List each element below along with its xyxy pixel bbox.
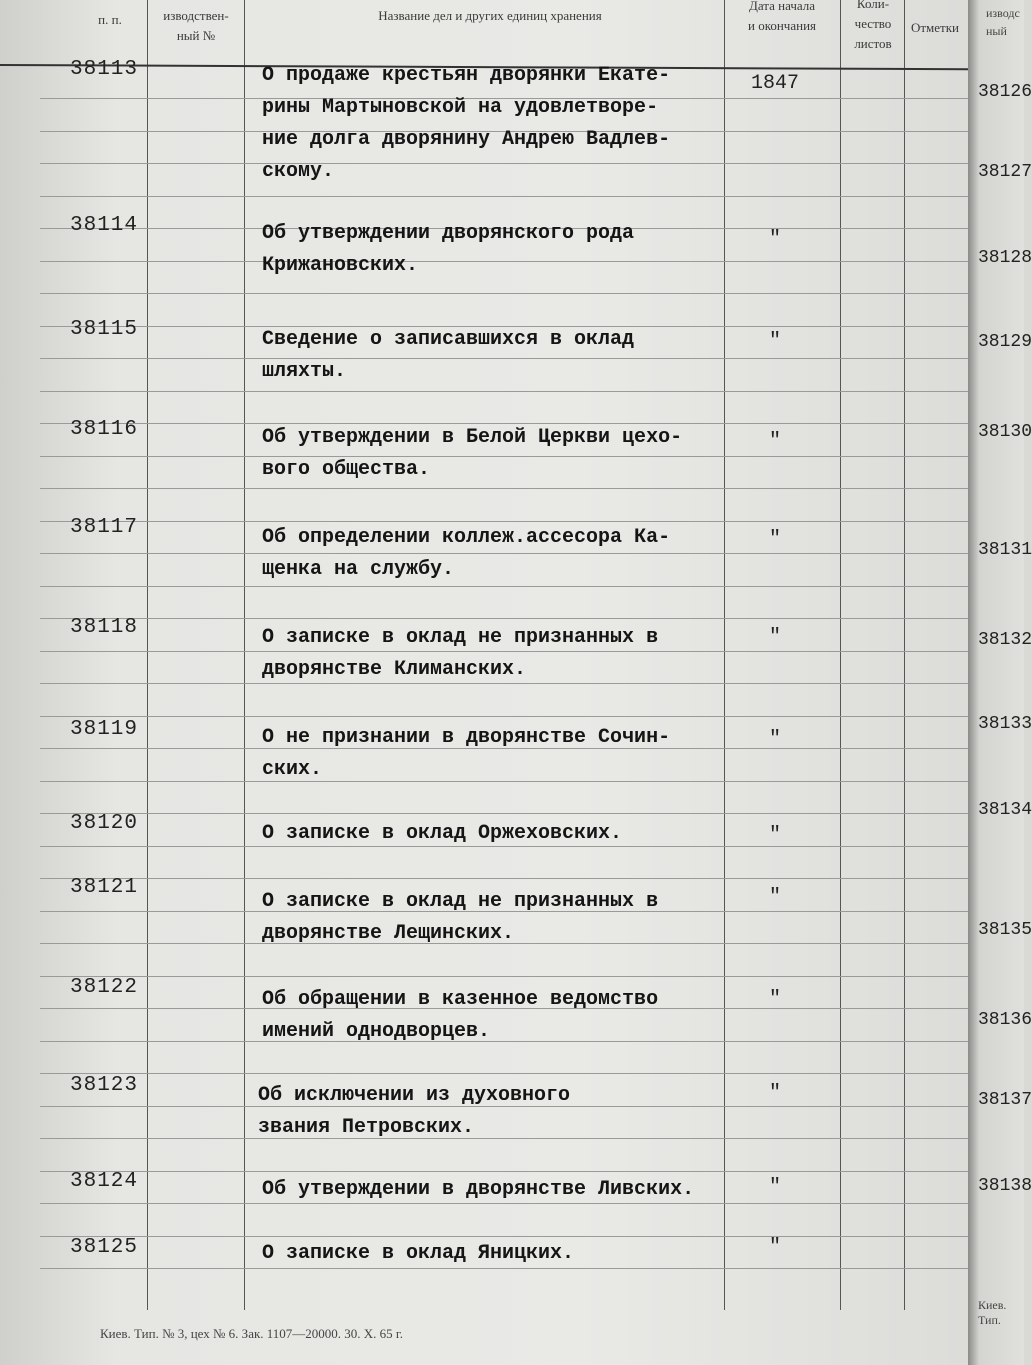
- list-item: [0, 58, 968, 183]
- adjacent-page: [968, 0, 1032, 1365]
- item-title: О записке в оклад Оржеховских.: [262, 822, 623, 845]
- item-date: ": [768, 228, 781, 251]
- item-number: 38119: [70, 718, 139, 741]
- item-date: ": [768, 1236, 781, 1259]
- item-number: 38120: [70, 812, 139, 835]
- adjacent-item-number: 38136: [978, 1010, 1032, 1030]
- item-number: 38123: [70, 1074, 139, 1097]
- header-col-number: п. п.: [98, 12, 122, 27]
- item-title: Об исключении из духовного звания Петровских.: [258, 1084, 571, 1139]
- item-number: 38121: [70, 876, 139, 899]
- list-item: [0, 1236, 968, 1336]
- adjacent-item-number: 38130: [978, 422, 1032, 442]
- header-col-date: Дата начала и окончания: [747, 0, 817, 33]
- header-col-notes: Отметки: [910, 20, 960, 35]
- item-number: 38124: [70, 1170, 139, 1193]
- item-number: 38125: [70, 1236, 139, 1259]
- item-number: 38113: [70, 58, 139, 81]
- adjacent-item-number: 38128: [978, 248, 1032, 268]
- adjacent-item-number: 38127: [978, 162, 1032, 182]
- item-title: О записке в оклад не признанных в дворянстве Климанских.: [262, 626, 659, 681]
- adjacent-item-number: 38129: [978, 332, 1032, 352]
- item-date: ": [768, 626, 781, 649]
- ledger-line: [40, 716, 968, 717]
- item-date: ": [768, 430, 781, 453]
- adjacent-item-number: 38134: [978, 800, 1032, 820]
- list-item: [0, 418, 968, 518]
- item-title: О продаже крестьян дворянки Екате- рины Мартыновской на удовлетворе- ние долга дворянину Андрею Вадлев- скому.: [262, 64, 671, 183]
- item-number: 38115: [70, 318, 139, 341]
- adjacent-item-number: 38126: [978, 82, 1032, 102]
- item-title: Сведение о записавшихся в оклад шляхты.: [262, 328, 635, 383]
- list-item: [0, 718, 968, 818]
- list-item: [0, 616, 968, 716]
- adjacent-page-imprint: Киев. Тип.: [978, 1298, 1007, 1327]
- item-date: ": [768, 1082, 781, 1105]
- item-date: ": [768, 528, 781, 551]
- print-imprint: Киев. Тип. № 3, цех № 6. Зак. 1107—20000. 30. X. 65 г.: [100, 1326, 404, 1341]
- adjacent-item-number: 38138: [978, 1176, 1032, 1196]
- item-date: ": [768, 330, 781, 353]
- adjacent-item-number: 38132: [978, 630, 1032, 650]
- adjacent-item-number: 38131: [978, 540, 1032, 560]
- item-title: Об утверждении в Белой Церкви цехо- вого общества.: [262, 426, 683, 481]
- item-title: Об определении коллеж.ассесора Ка- щенка на службу.: [262, 526, 671, 581]
- item-date: ": [768, 1176, 781, 1199]
- adjacent-page-header: изводс ный: [986, 6, 1020, 38]
- list-item: [0, 214, 968, 314]
- item-title: О записке в оклад Яницких.: [262, 1242, 575, 1265]
- item-number: 38116: [70, 418, 139, 441]
- item-title: Об утверждении дворянского рода Крижановских.: [262, 222, 635, 277]
- item-date: ": [768, 824, 781, 847]
- adjacent-item-number: 38137: [978, 1090, 1032, 1110]
- header-col-prod-number: изводствен- ный №: [163, 8, 229, 43]
- list-item: [0, 876, 968, 976]
- adjacent-item-number: 38133: [978, 714, 1032, 734]
- item-date: ": [768, 728, 781, 751]
- adjacent-item-number: 38135: [978, 920, 1032, 940]
- item-title: Об утверждении в дворянстве Ливских.: [262, 1178, 695, 1201]
- item-date: ": [768, 988, 781, 1011]
- ledger-line: [40, 196, 968, 197]
- item-number: 38122: [70, 976, 139, 999]
- item-date: 1847: [750, 72, 799, 95]
- item-title: О записке в оклад не признанных в дворянстве Лещинских.: [262, 890, 659, 945]
- list-item: [0, 1074, 968, 1174]
- item-number: 38117: [70, 516, 139, 539]
- item-number: 38118: [70, 616, 139, 639]
- header-col-sheets: Коли- чество листов: [854, 0, 892, 51]
- item-title: Об обращении в казенное ведомство имений однодворцев.: [262, 988, 659, 1043]
- item-title: О не признании в дворянстве Сочин- ских.: [262, 726, 671, 781]
- header-col-title: Название дел и других единиц хранения: [378, 8, 602, 23]
- item-date: ": [768, 886, 781, 909]
- list-item: [0, 516, 968, 616]
- list-item: [0, 976, 968, 1076]
- list-item: [0, 318, 968, 418]
- item-number: 38114: [70, 214, 139, 237]
